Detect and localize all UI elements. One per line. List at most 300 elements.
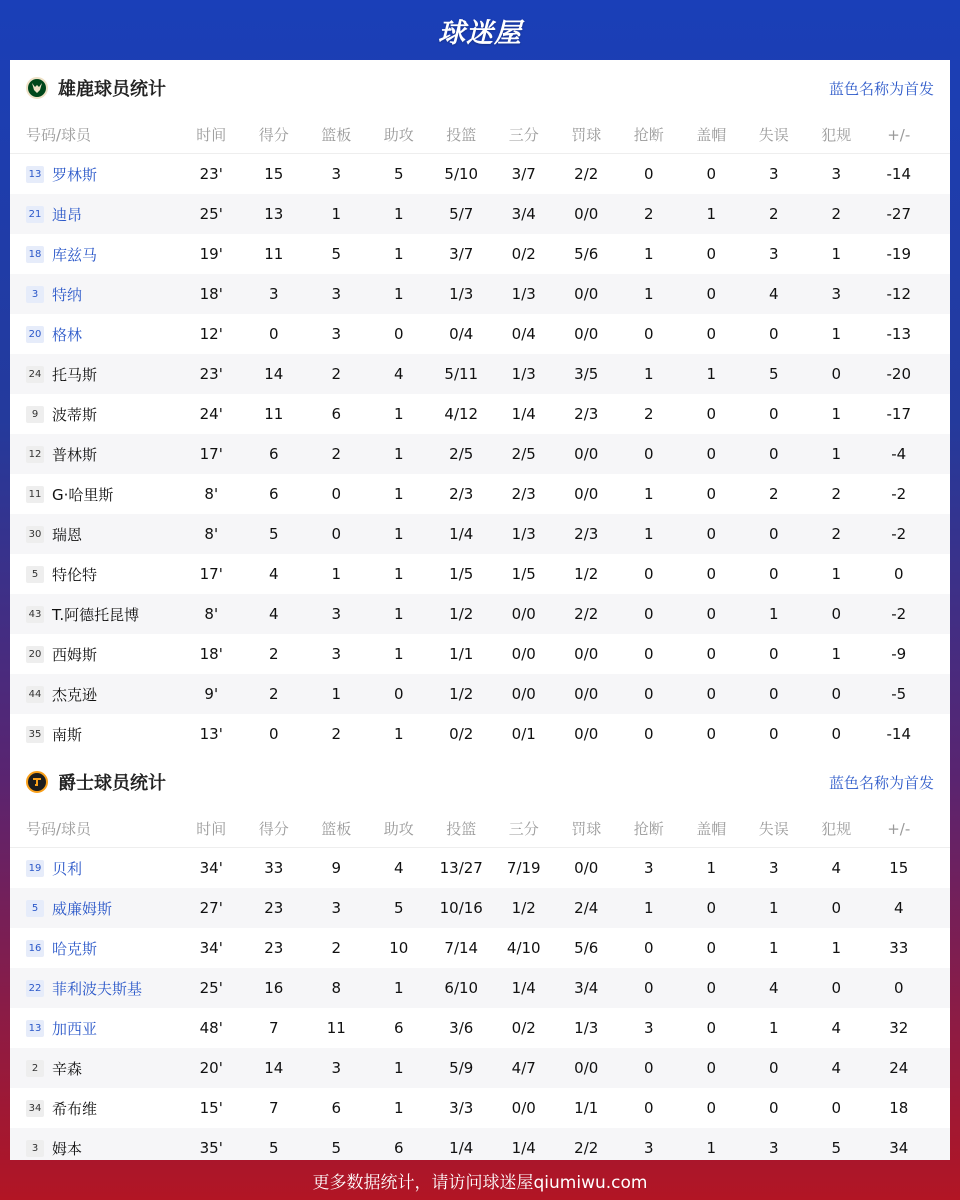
stat-cell: 16 [264,979,284,997]
stat-cell: 0 [268,725,279,743]
table-row[interactable] [10,274,950,314]
stat-cell: 8 [331,979,342,997]
column-header[interactable]: 抢断 [633,820,664,838]
stat-cell: 1 [643,525,654,543]
stat-cell: 0 [643,685,654,703]
stat-cell: 3 [831,285,842,303]
player-cell [10,204,180,225]
player-name-link[interactable]: 哈克斯 [52,939,98,958]
stat-cell: 3/4 [511,205,536,223]
stat-cell: 3 [331,1059,342,1077]
stat-cell: 13 [264,205,284,223]
stat-cell: 1 [831,405,842,423]
stat-cell: -13 [886,325,911,343]
stat-cell: 1 [831,645,842,663]
stat-cell: 1/4 [449,1139,474,1157]
player-name-link[interactable]: 罗林斯 [52,165,98,184]
stat-cell: 1 [706,1139,717,1157]
player-name-link[interactable]: 南斯 [52,725,83,744]
player-cell [10,604,180,625]
player-name-link[interactable]: 特伦特 [52,565,98,584]
stat-cell: 0/0 [511,645,536,663]
stat-cell: 0 [768,565,779,583]
stats-table [10,810,950,1160]
stat-cell: 23' [199,165,223,183]
table-row[interactable] [10,1008,950,1048]
stat-cell: 12' [199,325,223,343]
table-row[interactable] [10,888,950,928]
stat-cell: 3/4 [574,979,599,997]
player-name-link[interactable]: 瑞恩 [52,525,83,544]
jersey-number-badge: 9 [26,406,44,423]
jersey-number-badge: 5 [26,900,44,917]
stat-cell: 0/0 [511,685,536,703]
stat-cell: 2 [768,205,779,223]
stat-cell: 2/5 [511,445,536,463]
stat-cell: 2 [768,485,779,503]
column-header[interactable]: 抢断 [633,126,664,144]
stat-cell: 3/5 [574,365,599,383]
player-cell [10,978,180,999]
player-name-link[interactable]: 姆本 [52,1139,83,1158]
stat-cell: 4 [268,565,279,583]
column-header[interactable]: +/- [887,125,911,144]
stat-cell: 0 [768,405,779,423]
stat-cell: 1/5 [449,565,474,583]
jersey-number-badge: 2 [26,1060,44,1077]
stat-cell: 2/4 [574,899,599,917]
stat-cell: 2 [331,725,342,743]
stat-cell: 0 [643,325,654,343]
stat-cell: 15' [199,1099,223,1117]
stat-cell: 13/27 [439,859,483,877]
player-name-link[interactable]: 库兹马 [52,245,98,264]
stat-cell: 1 [393,445,404,463]
jersey-number-badge: 3 [26,1140,44,1157]
jazz-logo-icon [26,771,48,793]
stat-cell: 3 [768,165,779,183]
column-header[interactable]: 篮板 [321,820,352,838]
stat-cell: 5/9 [449,1059,474,1077]
stat-cell: 0/0 [574,685,599,703]
stat-cell: 4/7 [511,1059,536,1077]
stat-cell: 0 [831,1099,842,1117]
player-name-link[interactable]: 波蒂斯 [52,405,98,424]
stat-cell: 0 [393,325,404,343]
stat-cell: 6 [268,445,279,463]
stat-cell: 0 [643,939,654,957]
stat-cell: 0/0 [574,205,599,223]
stat-cell: 10 [389,939,409,957]
stat-cell: -2 [891,485,907,503]
column-header[interactable]: 助攻 [383,820,414,838]
stat-cell: 0 [643,645,654,663]
column-header[interactable]: 得分 [258,126,289,144]
table-row[interactable] [10,554,950,594]
stat-cell: 2/3 [574,405,599,423]
stat-cell: 4 [831,1059,842,1077]
stat-cell: 0 [831,725,842,743]
stat-cell: -4 [891,445,907,463]
stat-cell: 0 [643,445,654,463]
table-row[interactable] [10,1128,950,1160]
stat-cell: 5 [393,899,404,917]
stat-cell: 4 [893,899,904,917]
stat-cell: 1 [393,485,404,503]
stat-cell: 2 [643,405,654,423]
stat-cell: 5/6 [574,245,599,263]
table-row[interactable] [10,354,950,394]
stat-cell: 1 [831,565,842,583]
stat-cell: 5 [268,1139,279,1157]
bucks-logo-icon [26,77,48,99]
stat-cell: 0 [706,939,717,957]
column-header[interactable]: 盖帽 [696,820,727,838]
stat-cell: 1/2 [574,565,599,583]
stat-cell: 1 [706,859,717,877]
column-header[interactable]: 投篮 [446,126,477,144]
stat-cell: 6 [331,1099,342,1117]
table-row[interactable] [10,394,950,434]
stat-cell: 2 [331,445,342,463]
stat-cell: 1 [393,1059,404,1077]
stat-cell: 33 [889,939,909,957]
table-row[interactable] [10,968,950,1008]
player-cell [10,444,180,465]
stat-cell: 5 [331,1139,342,1157]
stat-cell: 27' [199,899,223,917]
stat-cell: 0 [706,1059,717,1077]
player-cell [10,164,180,185]
table-row[interactable] [10,514,950,554]
app-header [0,0,960,60]
player-name-link[interactable]: 格林 [52,325,83,344]
column-header[interactable]: 篮板 [321,126,352,144]
section-header [10,754,950,810]
stat-cell: 1/2 [449,605,474,623]
jersey-number-badge: 19 [26,860,44,877]
stat-cell: 0/0 [574,645,599,663]
player-name-link[interactable]: 菲利波夫斯基 [52,979,143,998]
table-row[interactable] [10,1088,950,1128]
column-header[interactable]: 犯规 [821,126,852,144]
stat-cell: 1/4 [511,979,536,997]
stat-cell: -14 [886,165,911,183]
table-row[interactable] [10,234,950,274]
stat-cell: 3 [331,165,342,183]
stat-cell: 3 [643,1139,654,1157]
stat-cell: 0 [768,525,779,543]
player-name-link[interactable]: 辛森 [52,1059,83,1078]
column-header[interactable]: 助攻 [383,126,414,144]
table-row[interactable] [10,434,950,474]
stat-cell: 1/3 [511,525,536,543]
player-cell [10,1138,180,1159]
stat-cell: 7 [268,1019,279,1037]
stat-cell: 15 [889,859,909,877]
stat-cell: 0 [331,525,342,543]
jersey-number-badge: 16 [26,940,44,957]
stat-cell: 0 [268,325,279,343]
column-header[interactable]: 时间 [196,820,227,838]
player-name-link[interactable]: 普林斯 [52,445,98,464]
stat-cell: 0 [706,1019,717,1037]
site-logo: 球迷屋 [438,17,522,49]
stat-cell: 5/11 [444,365,479,383]
stat-cell: 11 [326,1019,346,1037]
stat-cell: 1 [393,1099,404,1117]
player-name-link[interactable]: 特纳 [52,285,83,304]
stat-cell: 4 [268,605,279,623]
footer-text: 更多数据统计，请访问球迷屋qiumiwu.com [312,1172,648,1193]
stat-cell: 0 [768,325,779,343]
stat-cell: 2 [331,365,342,383]
column-header[interactable]: 失误 [758,820,789,838]
team-section-jazz [10,754,950,1160]
table-row[interactable] [10,194,950,234]
stat-cell: 6/10 [444,979,479,997]
table-row[interactable] [10,154,950,194]
stat-cell: -2 [891,605,907,623]
stat-cell: -14 [886,725,911,743]
column-header[interactable]: 号码/球员 [26,820,92,838]
stat-cell: 0 [643,979,654,997]
column-header[interactable]: 号码/球员 [26,126,92,144]
stat-cell: 0 [706,285,717,303]
stat-cell: 9 [331,859,342,877]
column-header[interactable]: 投篮 [446,820,477,838]
stat-cell: 2 [331,939,342,957]
column-header[interactable]: 失误 [758,126,789,144]
stat-cell: -17 [886,405,911,423]
stat-cell: 1/3 [511,365,536,383]
stat-cell: 1 [393,645,404,663]
stat-cell: 0 [331,485,342,503]
table-row[interactable] [10,674,950,714]
stat-cell: 2/2 [574,1139,599,1157]
stat-cell: 0/0 [574,325,599,343]
stat-cell: 2 [268,685,279,703]
stat-cell: 1/4 [511,405,536,423]
stat-cell: 1 [706,365,717,383]
stat-cell: 0/1 [511,725,536,743]
stat-cell: 1 [393,405,404,423]
stat-cell: 5/6 [574,939,599,957]
stat-cell: 34' [199,859,223,877]
footer-banner[interactable] [0,1160,960,1200]
stat-cell: 3/6 [449,1019,474,1037]
stat-cell: 0/0 [574,859,599,877]
stat-cell: 2/3 [449,485,474,503]
player-cell [10,858,180,879]
stat-cell: 18' [199,645,223,663]
stat-cell: 2/5 [449,445,474,463]
jersey-number-badge: 18 [26,246,44,263]
column-header[interactable]: 时间 [196,126,227,144]
stat-cell: 3 [331,325,342,343]
stat-cell: 3/3 [449,1099,474,1117]
stat-cell: 2 [643,205,654,223]
stat-cell: 0 [831,685,842,703]
stat-cell: -2 [891,525,907,543]
stat-cell: 3 [643,859,654,877]
table-row[interactable] [10,474,950,514]
stat-cell: 1/1 [574,1099,599,1117]
stat-cell: 14 [264,365,284,383]
stat-cell: 2 [831,525,842,543]
stat-cell: 0 [643,565,654,583]
stat-cell: 18' [199,285,223,303]
column-header[interactable]: 三分 [508,126,539,144]
stat-cell: 2 [831,205,842,223]
stat-cell: 0/2 [511,245,536,263]
player-name-link[interactable]: 加西亚 [52,1019,98,1038]
stat-cell: 5 [393,165,404,183]
stat-cell: 0/0 [574,445,599,463]
stat-cell: 11 [264,245,284,263]
stat-cell: 5 [768,365,779,383]
stat-cell: 1 [393,605,404,623]
stat-cell: 3 [768,245,779,263]
stat-cell: 3/7 [511,165,536,183]
column-header[interactable]: 盖帽 [696,126,727,144]
table-row[interactable] [10,1048,950,1088]
table-row[interactable] [10,928,950,968]
stat-cell: 3/7 [449,245,474,263]
jersey-number-badge: 20 [26,326,44,343]
stat-cell: 1 [768,605,779,623]
stat-cell: 0 [706,899,717,917]
stat-cell: 1 [393,205,404,223]
player-name-link[interactable]: T.阿德托昆博 [52,605,140,624]
stat-cell: 5 [268,525,279,543]
stat-cell: 3 [831,165,842,183]
stat-cell: 4 [831,1019,842,1037]
stat-cell: 0 [893,565,904,583]
stat-cell: 0 [706,325,717,343]
table-row[interactable] [10,594,950,634]
jersey-number-badge: 11 [26,486,44,503]
stat-cell: 1 [768,939,779,957]
stat-cell: 1 [393,285,404,303]
player-name-link[interactable]: 杰克逊 [52,685,98,704]
stat-cell: 5/7 [449,205,474,223]
stat-cell: 0 [706,565,717,583]
column-header[interactable]: 罚球 [571,820,602,838]
player-cell [10,324,180,345]
stat-cell: -20 [886,365,911,383]
jersey-number-badge: 20 [26,646,44,663]
column-header[interactable]: 罚球 [571,126,602,144]
stat-cell: 1 [331,565,342,583]
stat-cell: 15 [264,165,284,183]
stat-cell: 1 [331,685,342,703]
stat-cell: 17' [199,565,223,583]
stat-cell: 2 [268,645,279,663]
stat-cell: 0 [706,485,717,503]
jersey-number-badge: 3 [26,286,44,303]
player-cell [10,524,180,545]
stat-cell: 0/2 [511,1019,536,1037]
table-row[interactable] [10,714,950,754]
stat-cell: 32 [889,1019,909,1037]
jersey-number-badge: 30 [26,526,44,543]
stat-cell: 6 [393,1019,404,1037]
stat-cell: 0 [706,979,717,997]
stat-cell: 1 [768,899,779,917]
table-row[interactable] [10,314,950,354]
stat-cell: 4 [831,859,842,877]
stat-cell: 0 [706,725,717,743]
stat-cell: 0 [643,165,654,183]
stat-cell: 2/2 [574,165,599,183]
player-name-link[interactable]: G·哈里斯 [52,485,114,504]
player-name-link[interactable]: 贝利 [52,859,83,878]
stat-cell: 8' [204,525,219,543]
table-row[interactable] [10,848,950,888]
stat-cell: 1/5 [511,565,536,583]
stat-cell: 0 [768,645,779,663]
jersey-number-badge: 13 [26,166,44,183]
stat-cell: 23' [199,365,223,383]
stat-cell: 0/4 [449,325,474,343]
stat-cell: 2 [831,485,842,503]
stat-cell: 0/2 [449,725,474,743]
stat-cell: -12 [886,285,911,303]
section-title: 爵士球员统计 [58,773,166,794]
column-header[interactable]: 三分 [508,820,539,838]
stat-cell: 7/19 [506,859,541,877]
column-header[interactable]: +/- [887,819,911,838]
player-cell [10,1058,180,1079]
stats-card [10,60,950,1160]
stat-cell: 25' [199,979,223,997]
stat-cell: 1 [643,485,654,503]
stat-cell: 6 [393,1139,404,1157]
stat-cell: 1 [831,325,842,343]
stat-cell: 0 [706,445,717,463]
starter-legend-note: 蓝色名称为首发 [828,773,934,792]
stat-cell: 4 [393,365,404,383]
column-header[interactable]: 犯规 [821,820,852,838]
player-name-link[interactable]: 威廉姆斯 [52,899,113,918]
stat-cell: 0 [831,605,842,623]
player-name-link[interactable]: 托马斯 [52,365,98,384]
stat-cell: 1 [393,525,404,543]
player-name-link[interactable]: 希布维 [52,1099,98,1118]
table-header-row [10,116,950,154]
stat-cell: 1 [643,245,654,263]
jersey-number-badge: 34 [26,1100,44,1117]
player-cell [10,364,180,385]
stat-cell: 1 [831,445,842,463]
column-header[interactable]: 得分 [258,820,289,838]
stat-cell: 1 [643,365,654,383]
stat-cell: 24' [199,405,223,423]
stat-cell: 0 [706,405,717,423]
stat-cell: 35' [199,1139,223,1157]
stat-cell: 0 [706,685,717,703]
table-header-row [10,810,950,848]
player-cell [10,564,180,585]
player-name-link[interactable]: 迪昂 [52,205,83,224]
stat-cell: 24 [889,1059,909,1077]
player-name-link[interactable]: 西姆斯 [52,645,98,664]
stat-cell: 2/3 [574,525,599,543]
table-row[interactable] [10,634,950,674]
jersey-number-badge: 24 [26,366,44,383]
stat-cell: 0 [893,979,904,997]
